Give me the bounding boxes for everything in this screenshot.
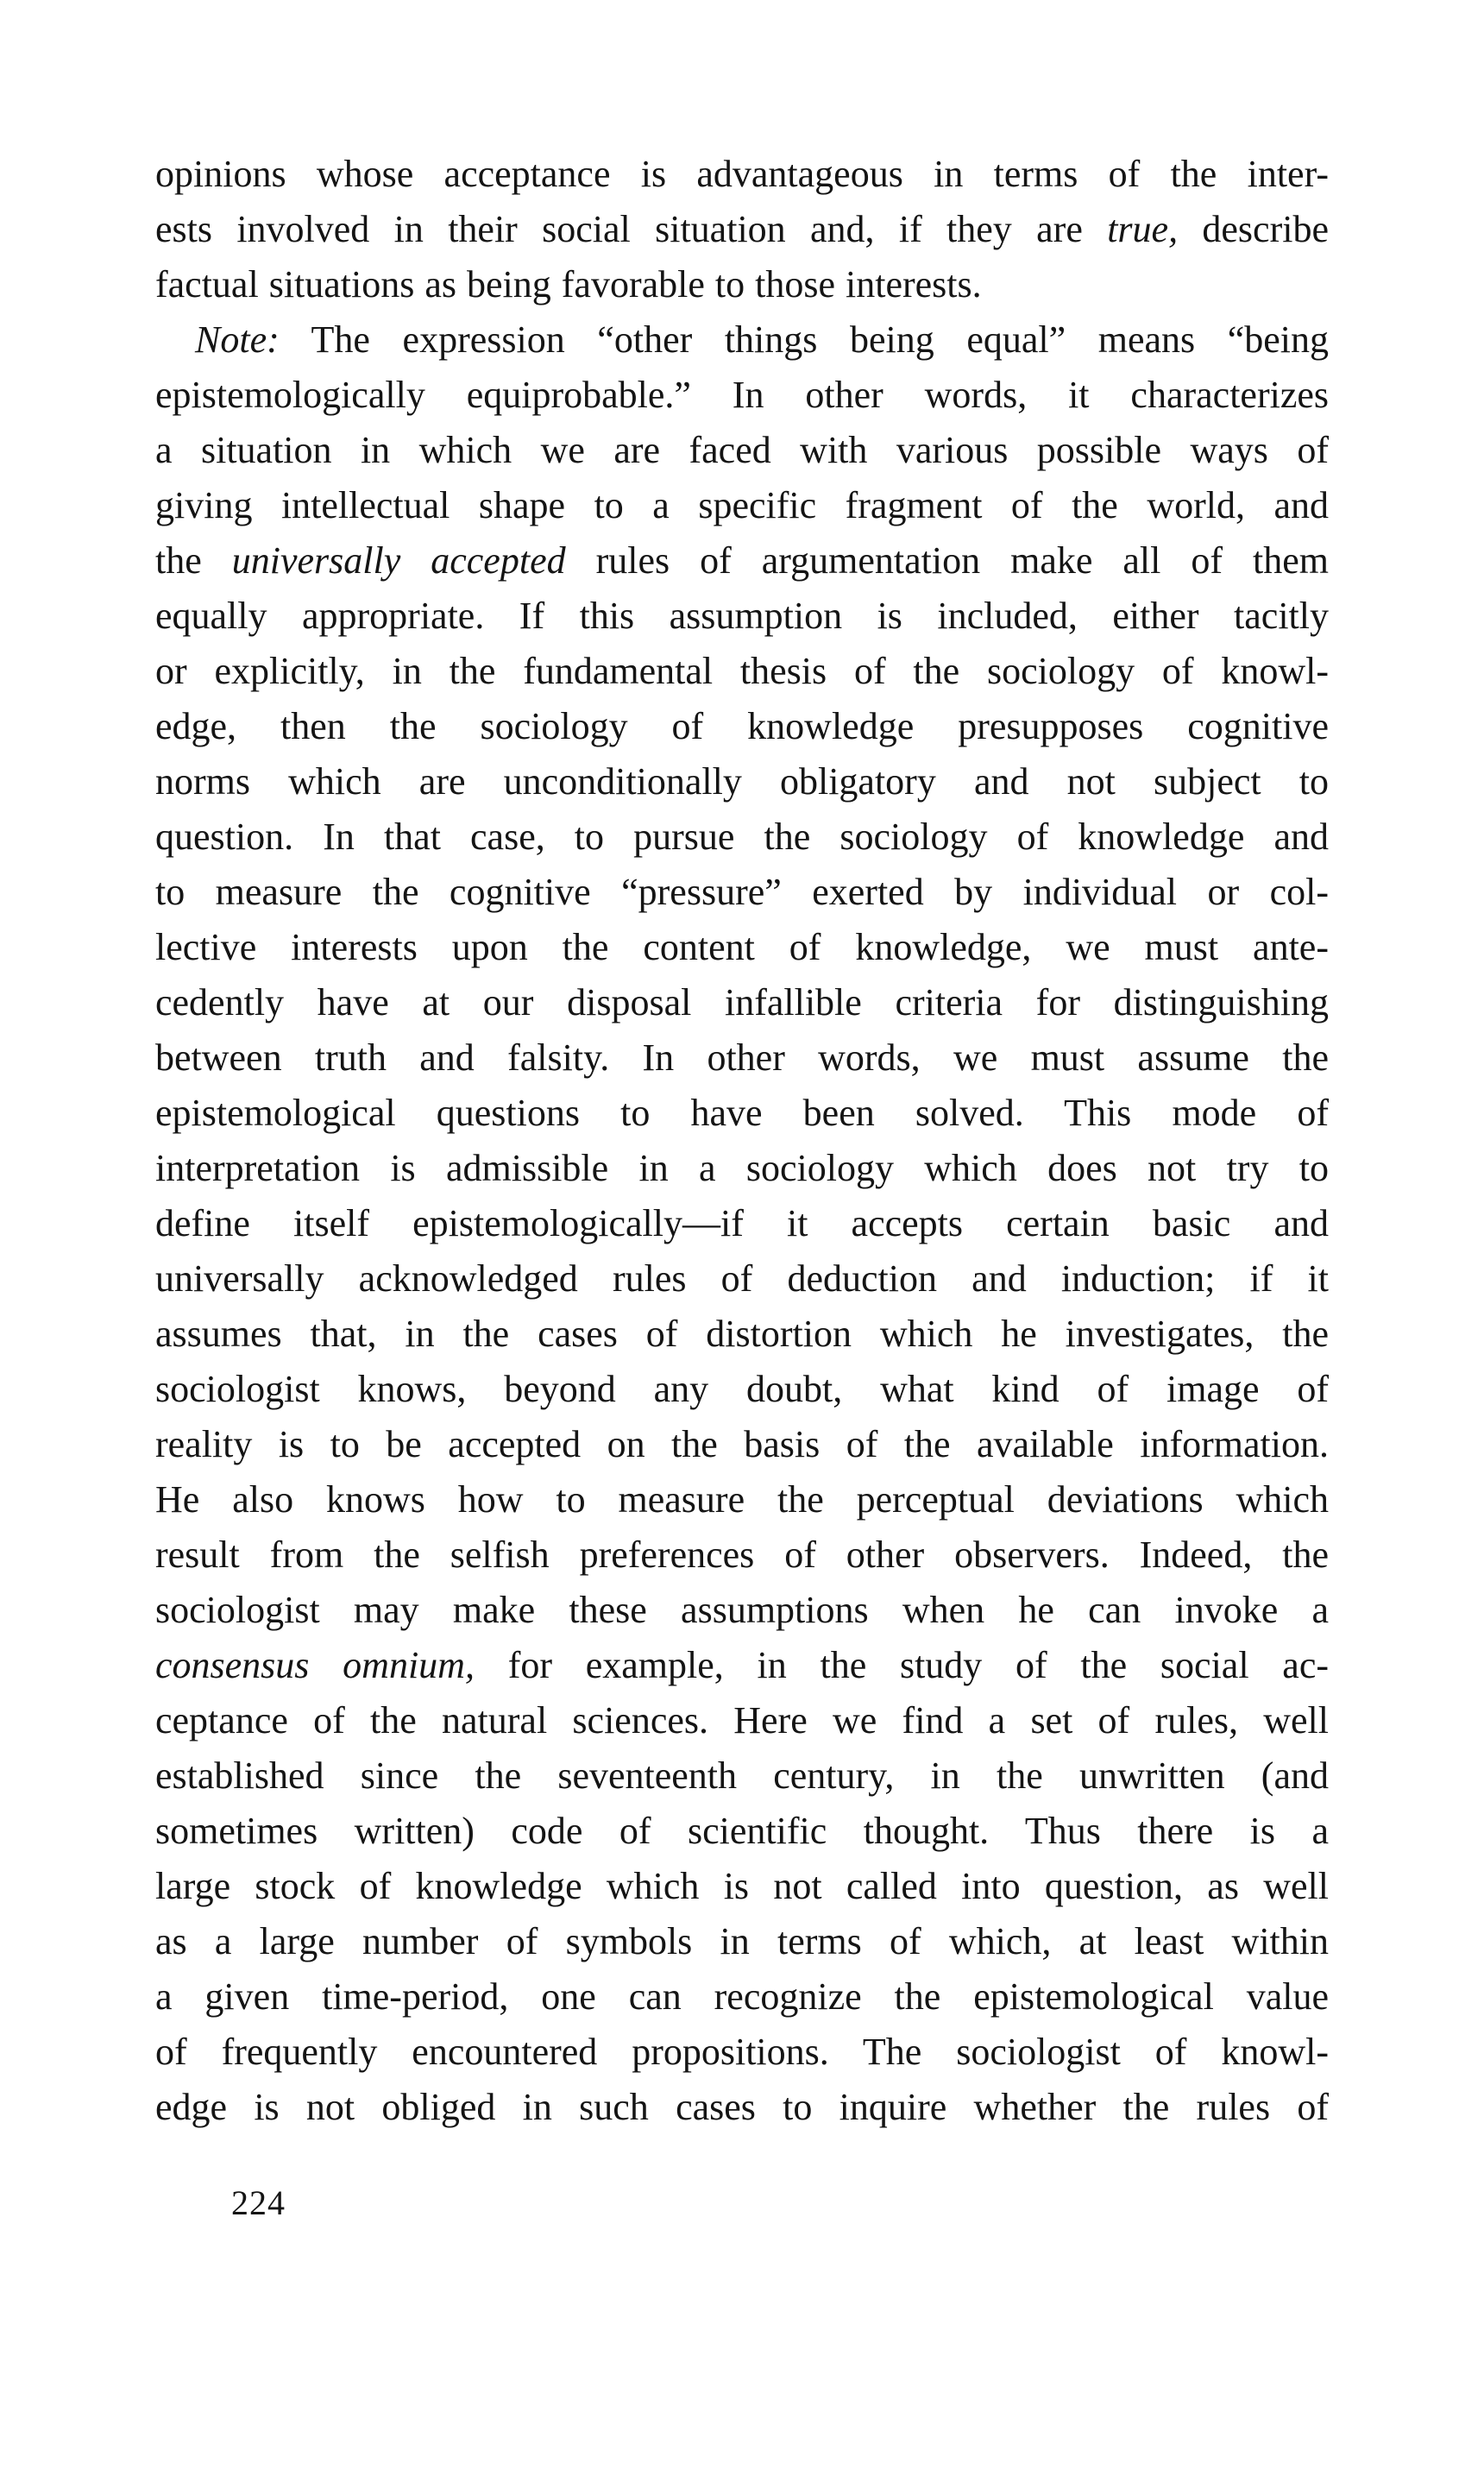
text-segment: large stock of knowledge which is not called into question, as well (155, 1865, 1329, 1907)
text-segment: a situation in which we are faced with various possible ways of (155, 429, 1329, 471)
text-line (155, 1804, 1329, 1859)
text-segment: question. In that case, to pursue the sociology of knowledge and (155, 816, 1329, 858)
text-segment: universally acknowledged rules of deduction and induction; if it (155, 1257, 1329, 1300)
text-segment: ceptance of the natural sciences. Here we find a set of rules, well (155, 1699, 1329, 1742)
text-line (155, 2080, 1329, 2135)
text-line (155, 1969, 1329, 2025)
text-segment: assumes that, in the cases of distortion which he investigates, the (155, 1313, 1329, 1355)
text-line (155, 368, 1329, 423)
text-segment: define itself epistemologically—if it accepts certain basic and (155, 1202, 1329, 1244)
italic-text-segment: universally accepted (231, 539, 566, 582)
text-segment: describe (1178, 208, 1329, 250)
text-line (155, 920, 1329, 975)
text-line (155, 423, 1329, 478)
text-line (155, 478, 1329, 533)
text-segment: a given time-period, one can recognize the epistemological value (155, 1975, 1329, 2018)
text-segment: giving intellectual shape to a specific fragment of the world, and (155, 484, 1329, 526)
text-line (155, 1583, 1329, 1638)
text-segment: the (155, 539, 232, 582)
text-line (155, 1030, 1329, 1086)
text-segment: sociologist may make these assumptions when he can invoke a (155, 1589, 1329, 1631)
text-line (155, 1307, 1329, 1362)
text-line (155, 1859, 1329, 1914)
text-segment: or explicitly, in the fundamental thesis of the sociology of knowl- (155, 650, 1329, 692)
text-line (155, 644, 1329, 699)
text-line (155, 699, 1329, 754)
text-line (155, 975, 1329, 1030)
text-segment: lective interests upon the content of knowledge, we must ante- (155, 926, 1329, 968)
text-segment: factual situations as being favorable to those interests. (155, 263, 982, 305)
text-segment: of frequently encountered propositions. The sociologist of knowl- (155, 2031, 1329, 2073)
text-segment: epistemological questions to have been solved. This mode of (155, 1092, 1329, 1134)
text-line (155, 754, 1329, 809)
text-line (155, 312, 1329, 368)
text-line (155, 1472, 1329, 1527)
text-segment: equally appropriate. If this assumption is included, either tacitly (155, 595, 1329, 637)
page-number: 224 (231, 2183, 286, 2222)
italic-text-segment: true, (1107, 208, 1179, 250)
text-segment: edge, then the sociology of knowledge presupposes cognitive (155, 705, 1329, 747)
text-line (155, 1417, 1329, 1472)
text-segment: reality is to be accepted on the basis of the available information. (155, 1423, 1329, 1465)
italic-text-segment: consensus omnium, (155, 1644, 475, 1686)
text-segment: sociologist knows, beyond any doubt, what kind of image of (155, 1368, 1329, 1410)
text-line (155, 1748, 1329, 1804)
italic-text-segment: Note: (195, 318, 280, 361)
text-segment: cedently have at our disposal infallible criteria for distinguishing (155, 981, 1329, 1024)
text-segment: as a large number of symbols in terms of which, at least within (155, 1920, 1329, 1962)
text-line (155, 809, 1329, 865)
text-segment: rules of argumentation make all of them (565, 539, 1329, 582)
text-segment: The expression “other things being equal” means “being (279, 318, 1329, 361)
text-line (155, 1362, 1329, 1417)
text-segment: interpretation is admissible in a sociology which does not try to (155, 1147, 1329, 1189)
text-line (155, 202, 1329, 257)
text-segment: to measure the cognitive “pressure” exerted by individual or col- (155, 871, 1329, 913)
text-segment: opinions whose acceptance is advantageous in terms of the inter- (155, 153, 1329, 195)
text-line (155, 1527, 1329, 1583)
text-line (155, 533, 1329, 589)
text-segment: He also knows how to measure the perceptual deviations which (155, 1478, 1329, 1521)
body-text (155, 147, 1329, 2135)
text-line (155, 2025, 1329, 2080)
text-line (155, 865, 1329, 920)
text-line (155, 589, 1329, 644)
text-line (155, 1638, 1329, 1693)
text-segment: edge is not obliged in such cases to inquire whether the rules of (155, 2086, 1329, 2128)
text-segment: established since the seventeenth century, in the unwritten (and (155, 1754, 1329, 1797)
text-line (155, 1251, 1329, 1307)
text-line (155, 1693, 1329, 1748)
text-line (155, 1141, 1329, 1196)
text-segment: for example, in the study of the social ac- (474, 1644, 1330, 1686)
text-line (155, 1914, 1329, 1969)
text-segment: between truth and falsity. In other words, we must assume the (155, 1036, 1329, 1079)
text-line (155, 147, 1329, 202)
text-segment: epistemologically equiprobable.” In other words, it characterizes (155, 374, 1329, 416)
text-segment: result from the selfish preferences of other observers. Indeed, the (155, 1534, 1329, 1576)
text-line (155, 1086, 1329, 1141)
text-line (155, 257, 1329, 312)
text-segment: sometimes written) code of scientific thought. Thus there is a (155, 1810, 1329, 1852)
text-line (155, 1196, 1329, 1251)
text-segment: ests involved in their social situation and, if they are (155, 208, 1108, 250)
text-segment: norms which are unconditionally obligatory and not subject to (155, 760, 1329, 803)
